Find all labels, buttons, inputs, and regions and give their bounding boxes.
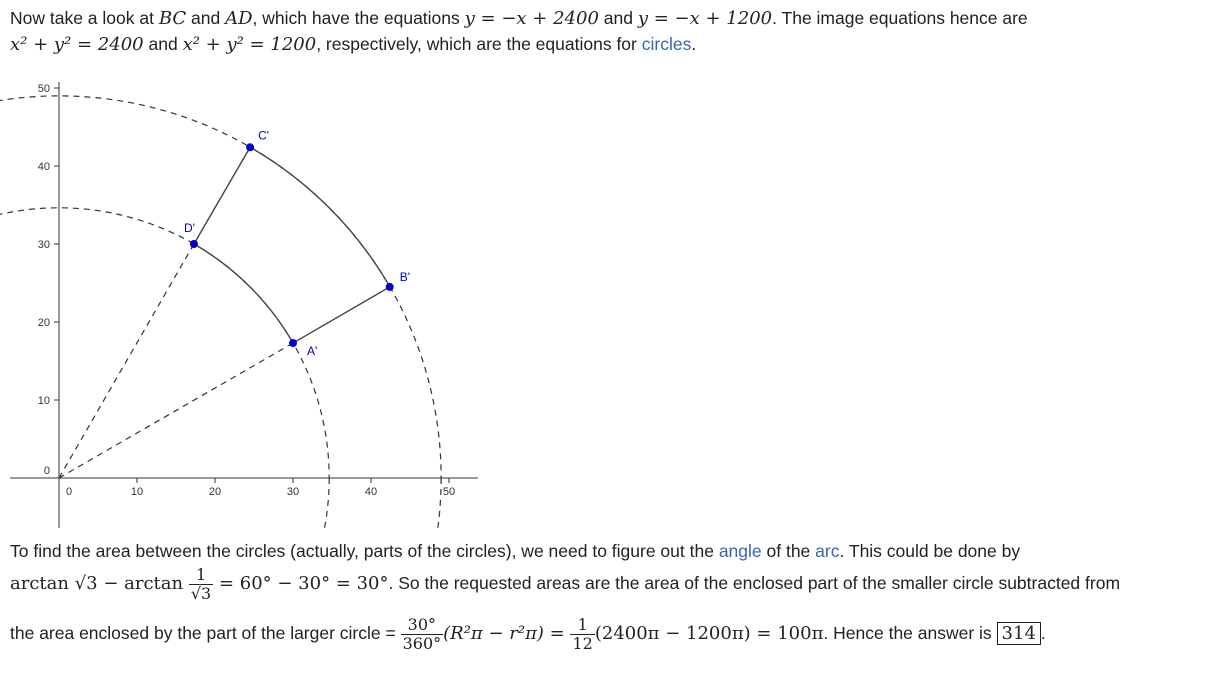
- x-tick-label: 50: [442, 486, 456, 498]
- fraction-denominator: √3: [190, 584, 212, 603]
- x-tick-label: 20: [208, 486, 222, 498]
- x-tick-label: 30: [286, 486, 300, 498]
- math-area-result: (2400π − 1200π) = 100π: [594, 623, 824, 645]
- para2-text: . This could be done by: [839, 541, 1021, 561]
- math-bc: BC: [158, 8, 187, 29]
- math-arctan-expression: arctan √3 − arctan: [10, 573, 189, 595]
- y-tick-label: 50: [37, 83, 50, 95]
- math-equation-ad: y = −x + 1200: [637, 8, 773, 29]
- math-area-difference: (R²π − r²π) =: [443, 623, 571, 645]
- point-label: C': [258, 128, 270, 143]
- para2-text: . So the requested areas are the area of the enclosed part of the smaller circle subtracted from: [388, 573, 1121, 594]
- point-label: D': [183, 221, 195, 235]
- point-marker: [386, 283, 394, 291]
- point-marker: [246, 143, 254, 151]
- para2-text: To find the area between the circles (actually, parts of the circles), we need to figure out the: [10, 541, 719, 561]
- circles-link[interactable]: circles: [641, 34, 692, 54]
- para2-text: the area enclosed by the part of the larger circle =: [10, 623, 401, 644]
- math-ad: AD: [225, 8, 253, 29]
- para2-line2: [10, 566, 1120, 603]
- answer-box: 314: [997, 622, 1041, 645]
- para2-line3: [10, 616, 1046, 653]
- fraction-one-twelfth: [570, 616, 594, 653]
- dashed-ray: [59, 343, 293, 478]
- fraction-numerator: 30°: [401, 616, 444, 635]
- fraction-angle-ratio: [401, 616, 444, 653]
- para1-text: and: [143, 34, 183, 54]
- geometry-figure: [0, 70, 500, 532]
- y-tick-label: 40: [37, 161, 50, 173]
- math-circle-small: x² + y² = 1200: [182, 34, 317, 55]
- para1-line2: [10, 34, 696, 55]
- point-marker: [289, 339, 297, 347]
- dashed-circle: [0, 208, 329, 532]
- point-marker: [190, 240, 198, 248]
- para1-text: .: [691, 34, 697, 54]
- math-angle-result: = 60° − 30° = 30°: [213, 573, 389, 595]
- fraction-denominator: 12: [572, 634, 593, 653]
- y-tick-label: 10: [37, 395, 50, 407]
- fraction-one-over-root3: [189, 566, 213, 603]
- y-tick-label: 0: [43, 465, 50, 477]
- para1-text: and: [598, 8, 638, 28]
- para2-text: of the: [761, 541, 816, 561]
- para1-text: , respectively, which are the equations for: [316, 34, 642, 54]
- para1-text: . The image equations hence are: [772, 8, 1028, 28]
- para1-text: , which have the equations: [252, 8, 465, 28]
- point-label: B': [399, 269, 411, 284]
- para2-text: .: [1040, 623, 1046, 644]
- point-label: A': [307, 344, 318, 359]
- para1-line1: [10, 8, 1028, 29]
- para2-text: . Hence the answer is: [823, 623, 997, 644]
- arc-link[interactable]: arc: [815, 541, 840, 561]
- x-tick-label: 40: [364, 486, 378, 498]
- segment-ab: [293, 287, 390, 343]
- x-tick-label: 10: [130, 486, 144, 498]
- para2-line1: [10, 541, 1020, 562]
- x-tick-label: 0: [65, 486, 73, 498]
- para1-text: and: [186, 8, 226, 28]
- arc-inner: [194, 244, 293, 343]
- fraction-numerator: 1: [189, 566, 213, 585]
- math-equation-bc: y = −x + 2400: [464, 8, 599, 29]
- fraction-numerator: 1: [570, 616, 594, 635]
- math-circle-large: x² + y² = 2400: [10, 34, 144, 55]
- y-tick-label: 30: [37, 239, 50, 251]
- arc-outer: [250, 147, 390, 287]
- angle-link[interactable]: angle: [718, 541, 762, 561]
- fraction-denominator: 360°: [402, 634, 442, 653]
- y-tick-label: 20: [37, 317, 50, 329]
- para1-text: Now take a look at: [10, 8, 159, 28]
- segment-cd: [194, 147, 250, 244]
- dashed-ray: [59, 244, 194, 478]
